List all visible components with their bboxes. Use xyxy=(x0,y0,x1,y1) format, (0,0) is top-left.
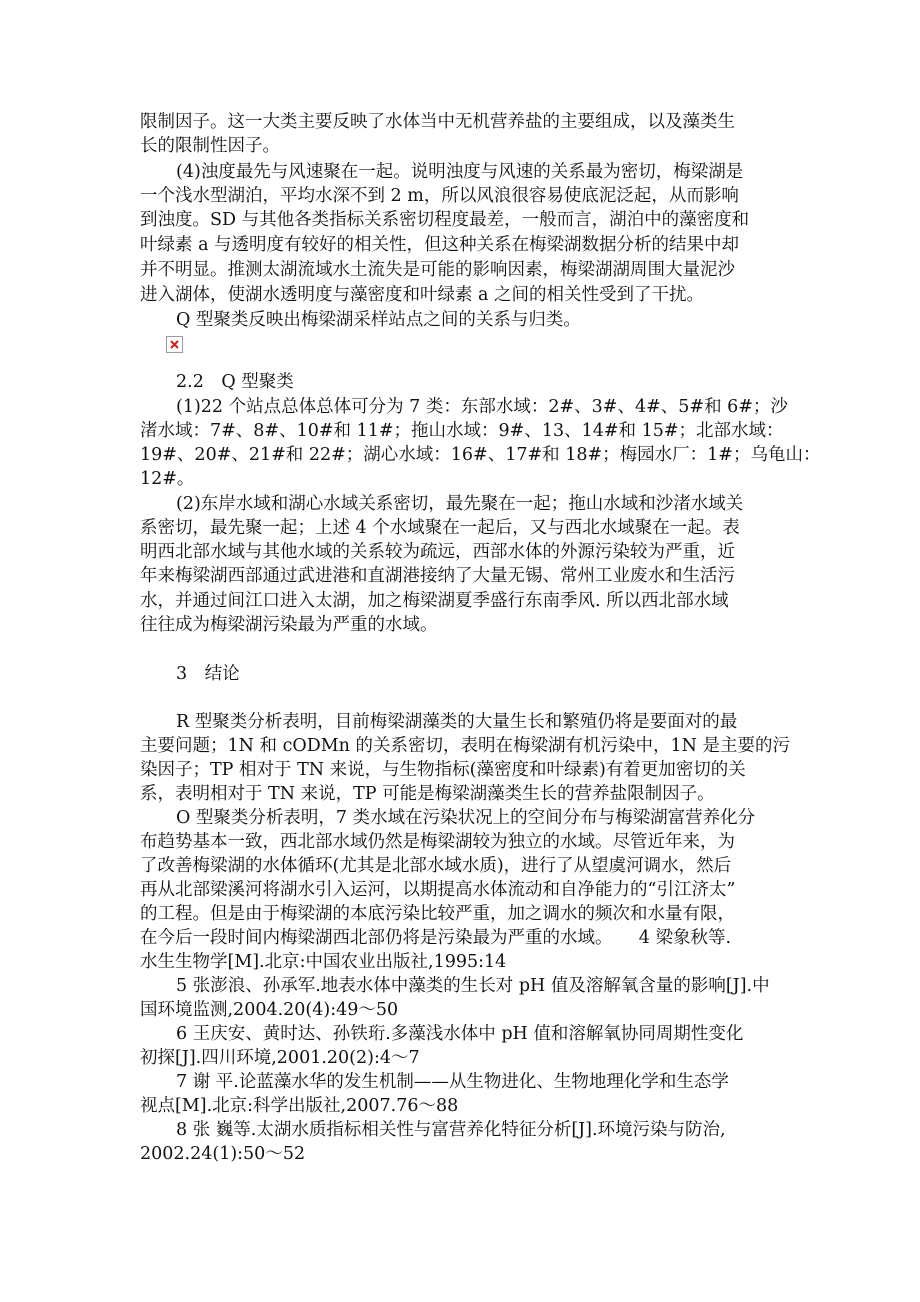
body-line: 到浊度。SD 与其他各类指标关系密切程度最差，一般而言，湖泊中的藻密度和 xyxy=(140,210,750,230)
body-line: 布趋势基本一致，西北部水域仍然是梅梁湖较为独立的水域。尽管近年来，为 xyxy=(140,832,735,852)
reference-line: 7 谢 平.论蓝藻水华的发生机制——从生物进化、生物地理化学和生态学 xyxy=(176,1072,729,1092)
body-line: 渚水域：7#、8#、10#和 11#；拖山水域：9#、13、14#和 15#；北部水域： xyxy=(140,421,784,441)
reference-line: 初探[J].四川环境,2001.20(2):4～7 xyxy=(140,1048,420,1068)
body-line: (4)浊度最先与风速聚在一起。说明浊度与风速的关系最为密切，梅梁湖是 xyxy=(176,162,744,182)
reference-line: 国环境监测,2004.20(4):49～50 xyxy=(140,1000,399,1020)
body-line: 了改善梅梁湖的水体循环(尤其是北部水域水质)，进行了从望虞河调水，然后 xyxy=(140,856,732,876)
body-line: 明西北部水域与其他水域的关系较为疏远，西部水体的外源污染较为严重，近 xyxy=(140,542,735,562)
body-line: 19#、20#、21#和 22#；湖心水域：16#、17#和 18#；梅园水厂：1#；乌龟山： xyxy=(140,445,821,465)
body-line: 长的限制性因子。 xyxy=(140,136,280,156)
body-line: 进入湖体，使湖水透明度与藻密度和叶绿素 a 之间的相关性受到了干扰。 xyxy=(140,285,705,305)
broken-image-icon xyxy=(166,336,183,353)
body-line: (1)22 个站点总体总体可分为 7 类：东部水域：2#、3#、4#、5#和 6#；沙 xyxy=(176,397,788,417)
body-line: R 型聚类分析表明，目前梅梁湖藻类的大量生长和繁殖仍将是要面对的最 xyxy=(176,712,738,732)
body-line: 主要问题；1N 和 cODMn 的关系密切，表明在梅梁湖有机污染中，1N 是主要的污 xyxy=(140,736,791,756)
reference-line: 视点[M].北京:科学出版社,2007.76～88 xyxy=(140,1096,459,1116)
body-line: 再从北部梁溪河将湖水引入运河，以期提高水体流动和自净能力的“引江济太” xyxy=(140,880,736,900)
body-line: 在今后一段时间内梅梁湖西北部仍将是污染最为严重的水域。 4 梁象秋等. xyxy=(140,928,732,948)
section-heading: 3 结论 xyxy=(176,664,240,684)
body-line: 限制因子。这一大类主要反映了水体当中无机营养盐的主要组成，以及藻类生 xyxy=(140,112,735,132)
reference-line: 8 张 巍等.太湖水质指标相关性与富营养化特征分析[J].环境污染与防治, xyxy=(176,1120,726,1140)
body-line: 水，并通过间江口进入太湖，加之梅梁湖夏季盛行东南季风. 所以西北部水域 xyxy=(140,591,729,611)
body-line: 系，表明相对于 TN 来说，TP 可能是梅梁湖藻类生长的营养盐限制因子。 xyxy=(140,784,715,804)
reference-line: 6 王庆安、黄时达、孙铁珩.多藻浅水体中 pH 值和溶解氧协同周期性变化 xyxy=(176,1024,744,1044)
reference-line: 2002.24(1):50～52 xyxy=(140,1144,306,1164)
body-line: 系密切，最先聚一起；上述 4 个水域聚在一起后，又与西北水域聚在一起。表 xyxy=(140,518,740,538)
reference-line: 水生生物学[M].北京:中国农业出版社,1995:14 xyxy=(140,952,507,972)
body-line: 叶绿素 a 与透明度有较好的相关性，但这种关系在梅梁湖数据分析的结果中却 xyxy=(140,235,740,255)
section-heading: 2.2 Q 型聚类 xyxy=(176,372,294,392)
reference-line: 5 张澎浪、孙承军.地表水体中藻类的生长对 pH 值及溶解氧含量的影响[J].中 xyxy=(176,976,770,996)
body-line: Q 型聚类反映出梅梁湖采样站点之间的关系与归类。 xyxy=(176,310,581,330)
body-line: 往往成为梅梁湖污染最为严重的水域。 xyxy=(140,615,438,635)
body-line: (2)东岸水域和湖心水域关系密切，最先聚在一起；拖山水域和沙渚水域关 xyxy=(176,494,744,514)
body-line: 12#。 xyxy=(140,469,195,489)
body-line: 的工程。但是由于梅梁湖的本底污染比较严重，加之调水的频次和水量有限， xyxy=(140,904,735,924)
body-line: 染因子；TP 相对于 TN 来说，与生物指标(藻密度和叶绿素)有着更加密切的关 xyxy=(140,760,746,780)
body-line: 年来梅梁湖西部通过武进港和直湖港接纳了大量无锡、常州工业废水和生活污 xyxy=(140,566,735,586)
body-line: 一个浅水型湖泊，平均水深不到 2 m，所以风浪很容易使底泥泛起，从而影响 xyxy=(140,186,739,206)
body-line: O 型聚类分析表明，7 类水域在污染状况上的空间分布与梅梁湖富营养化分 xyxy=(176,808,756,828)
body-line: 并不明显。推测太湖流域水土流失是可能的影响因素，梅梁湖湖周围大量泥沙 xyxy=(140,260,735,280)
